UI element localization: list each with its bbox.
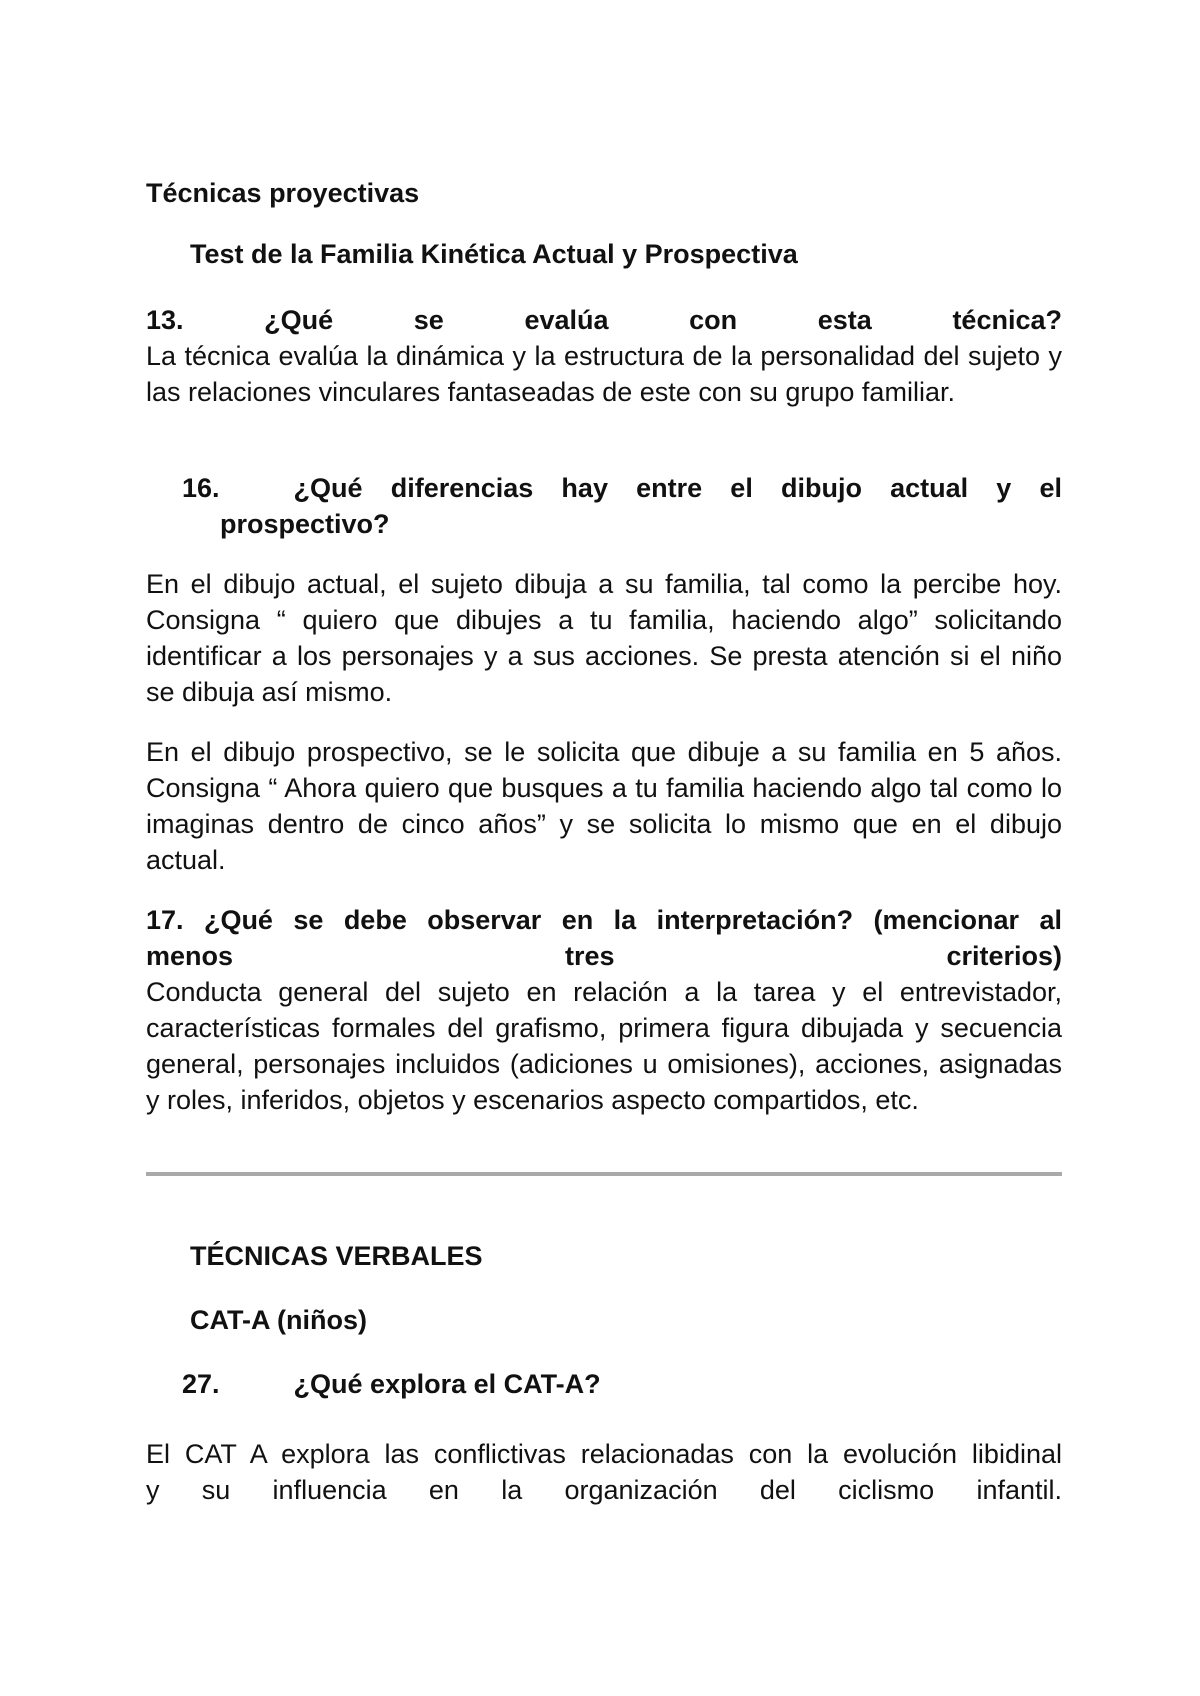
question-16 xyxy=(146,470,1062,542)
question-27-number: 27. xyxy=(182,1369,220,1399)
question-27-text: ¿Qué explora el CAT-A? xyxy=(293,1369,601,1399)
answer-16-prospectivo: En el dibujo prospectivo, se le solicita que dibuje a su familia en 5 años. Consigna “ Ahora quiero que busques a tu familia haciendo algo tal como lo imaginas dentro de cinco años” y se solicita lo mismo que en el dibujo actual. xyxy=(146,737,1062,875)
answer-27-line2: y su influencia en la organización del ciclismo infantil. xyxy=(146,1475,1062,1505)
answer-27-line1: El CAT A explora las conflictivas relacionadas con la evolución libidinal xyxy=(146,1439,1062,1469)
answer-13: La técnica evalúa la dinámica y la estructura de la personalidad del sujeto y las relaciones vinculares fantaseadas de este con su grupo familiar. xyxy=(146,341,1062,407)
test-title-familia-kinetica: Test de la Familia Kinética Actual y Prospectiva xyxy=(190,239,798,269)
answer-16-actual: En el dibujo actual, el sujeto dibuja a su familia, tal como la percibe hoy. Consigna “ quiero que dibujes a tu familia, haciendo algo” solicitando identificar a los personajes y a sus acciones. Se presta atención si el niño se dibuja así mismo. xyxy=(146,569,1062,707)
question-16-number: 16. xyxy=(182,473,220,503)
test-title-cat-a: CAT-A (niños) xyxy=(190,1305,367,1335)
answer-17: Conducta general del sujeto en relación a la tarea y el entrevistador, características formales del grafismo, primera figura dibujada y secuencia general, personajes incluidos (adiciones u omisiones), acciones, asignadas y roles, inferidos, objetos y escenarios aspecto compartidos, etc. xyxy=(146,977,1062,1115)
question-17-line1: 17. ¿Qué se debe observar en la interpretación? (mencionar al xyxy=(146,905,1062,935)
question-16-text: ¿Qué diferencias hay entre el dibujo actual y el xyxy=(293,473,1062,503)
section-title-verbales: TÉCNICAS VERBALES xyxy=(190,1241,483,1271)
horizontal-divider xyxy=(146,1172,1062,1176)
question-13: 13. ¿Qué se evalúa con esta técnica? xyxy=(146,305,1062,335)
question-16-line1 xyxy=(182,470,1062,506)
question-16-line2: prospectivo? xyxy=(220,509,390,539)
section-title-proyectivas: Técnicas proyectivas xyxy=(146,178,420,208)
question-27 xyxy=(182,1366,1062,1402)
question-17-line2: menos tres criterios) xyxy=(146,941,1062,971)
